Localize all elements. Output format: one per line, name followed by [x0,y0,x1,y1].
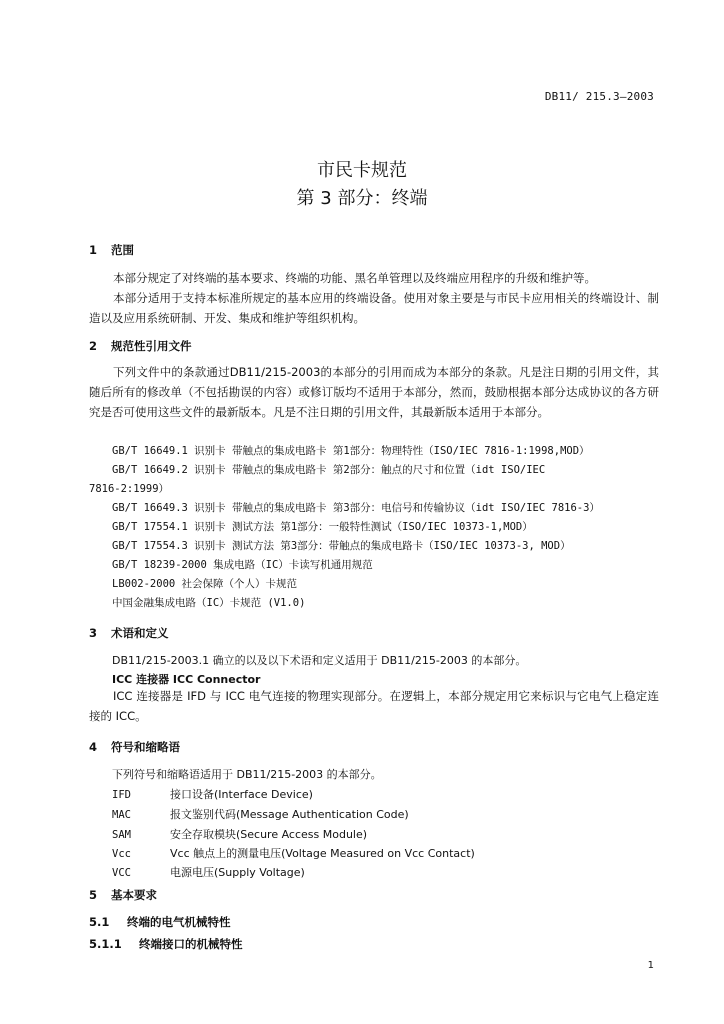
section-number: 5.1.1 [89,937,122,951]
reference-item: 中国金融集成电路（IC）卡规范 (V1.0) [112,597,306,609]
abbreviation-row [112,845,475,861]
section-heading-3 [89,625,169,641]
section-number: 2 [89,339,98,353]
reference-item: GB/T 18239-2000 集成电路（IC）卡读写机通用规范 [112,559,373,571]
abbreviation-desc: 安全存取模块(Secure Access Module) [170,828,368,841]
section-heading-2 [89,338,192,354]
section-number: 5 [89,888,98,902]
abbreviation-desc: 接口设备(Interface Device) [170,788,313,801]
section-heading-1 [89,242,134,258]
reference-item: GB/T 17554.1 识别卡 测试方法 第1部分：一般特性测试（ISO/IEC 10373-1,MOD） [112,521,533,533]
abbreviation-row [112,864,305,880]
standard-code: DB11/ 215.3—2003 [544,90,654,103]
abbreviation: MAC [112,809,131,821]
abbreviation-desc: 电源电压(Supply Voltage) [170,866,305,879]
section-title: 符号和缩略语 [111,740,181,754]
reference-item-continued: 7816-2:1999） [89,483,170,495]
abbreviation-desc: 报文鉴别代码(Message Authentication Code) [170,808,409,821]
document-subtitle: 第 3 部分：终端 [296,188,428,209]
reference-item: GB/T 17554.3 识别卡 测试方法 第3部分：带触点的集成电路卡（ISO/IEC 10373-3, MOD） [112,540,571,552]
abbreviation-row [112,806,409,822]
reference-item: GB/T 16649.1 识别卡 带触点的集成电路卡 第1部分：物理特性（ISO/IEC 7816-1:1998,MOD） [112,445,590,457]
section-heading-5-1 [89,914,231,930]
term-definition: ICC 连接器是 IFD 与 ICC 电气连接的物理实现部分。在逻辑上，本部分规定用它来标识与它电气上稳定连接的 ICC。 [89,689,659,723]
abbreviation-row [112,826,367,842]
section-heading-5-1-1 [89,936,243,952]
section-number: 4 [89,740,98,754]
abbreviation-desc: Vcc 触点上的测量电压(Voltage Measured on Vcc Contact) [170,847,475,860]
section-title: 范围 [111,243,135,257]
paragraph: DB11/215-2003.1 确立的以及以下术语和定义适用于 DB11/215-2003 的本部分。 [112,654,527,667]
abbreviation: Vcc [112,848,131,860]
reference-item: GB/T 16649.2 识别卡 带触点的集成电路卡 第2部分：触点的尺寸和位置（idt ISO/IEC [112,464,546,476]
paragraph: 下列符号和缩略语适用于 DB11/215-2003 的本部分。 [112,768,382,781]
section-number: 1 [89,243,98,257]
section-heading-5 [89,887,157,903]
section-title: 术语和定义 [111,626,169,640]
section-title: 终端的电气机械特性 [127,915,231,929]
paragraph: 本部分规定了对终端的基本要求、终端的功能、黑名单管理以及终端应用程序的升级和维护等。 [113,271,596,285]
section-title: 终端接口的机械特性 [139,937,243,951]
abbreviation: VCC [112,867,131,879]
section-number: 5.1 [89,915,110,929]
section-title: 基本要求 [111,888,158,902]
abbreviation: IFD [112,789,131,801]
paragraph: 本部分适用于支持本标准所规定的基本应用的终端设备。使用对象主要是与市民卡应用相关的终端设计、制造以及应用系统研制、开发、集成和维护等组织机构。 [89,291,659,325]
reference-item: GB/T 16649.3 识别卡 带触点的集成电路卡 第3部分：电信号和传输协议（idt ISO/IEC 7816-3） [112,502,600,514]
paragraph: 下列文件中的条款通过DB11/215-2003的本部分的引用而成为本部分的条款。凡是注日期的引用文件，其随后所有的修改单（不包括勘误的内容）或修订版均不适用于本部分，然而，鼓励根据本部分达成协议的各方研究是否可使用这些文件的最新版本。凡是不注日期的引用文件，其最新版本适用于本部分。 [89,365,659,419]
reference-item: LB002-2000 社会保障（个人）卡规范 [112,578,298,590]
term-heading: ICC 连接器 ICC Connector [112,673,261,686]
abbreviation-row [112,786,313,802]
abbreviation: SAM [112,829,131,841]
section-heading-4 [89,739,180,755]
section-title: 规范性引用文件 [111,339,192,353]
document-title: 市民卡规范 [317,160,407,181]
section-number: 3 [89,626,98,640]
page-number: 1 [647,960,654,971]
